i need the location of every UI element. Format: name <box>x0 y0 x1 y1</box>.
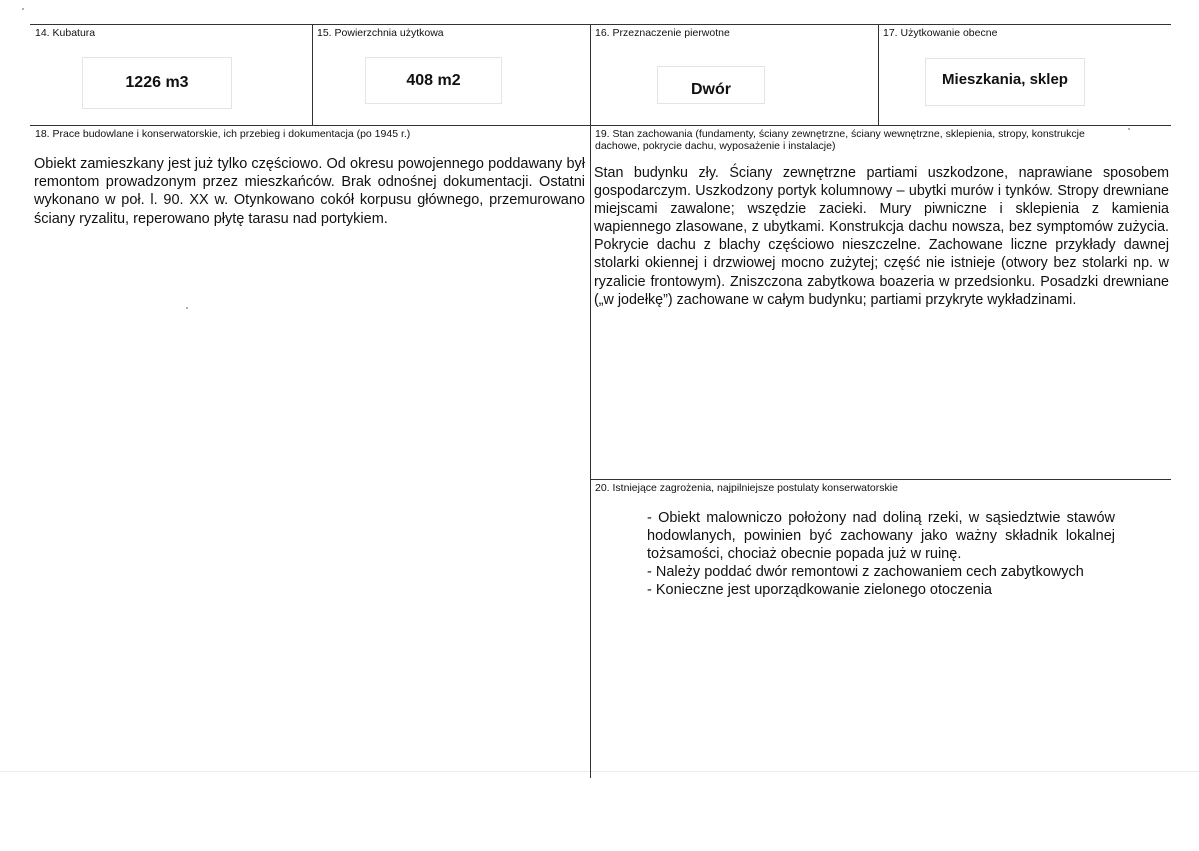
section20-top-border <box>590 479 1171 480</box>
field-17-label: 17. Użytkowanie obecne <box>883 27 998 39</box>
field-16-value: Dwór <box>657 66 765 104</box>
scan-speck <box>22 8 24 10</box>
section-20-label: 20. Istniejące zagrożenia, najpilniejsze postulaty konserwatorskie <box>595 482 898 494</box>
scan-fold-line <box>0 771 1199 772</box>
divider-16-17 <box>878 24 879 125</box>
field-14-value: 1226 m3 <box>82 57 232 109</box>
field-15-value: 408 m2 <box>365 57 502 104</box>
postulate-item: - Obiekt malowniczo położony nad doliną rzeki, w sąsiedztwie stawów hodowlanych, powinien być zachowany jako ważny składnik lokalnej tożsamości, chociaż obecnie popada już w ruinę. <box>647 510 1115 562</box>
section-18-label: 18. Prace budowlane i konserwatorskie, ich przebieg i dokumentacja (po 1945 r.) <box>35 128 411 140</box>
divider-14-15 <box>312 24 313 125</box>
section-18-text: Obiekt zamieszkany jest już tylko częściowo. Od okresu powojennego poddawany był remontom prowadzonym przez mieszkańców. Brak odnośnej dokumentacji. Ostatni wykonano w poł. l. 90. XX w. Otynkowano cokół korpusu głównego, przemurowano ściany ryzalitu, reperowano płytę tarasu nad portykiem. <box>34 156 585 227</box>
postulate-item: - Konieczne jest uporządkowanie zielonego otoczenia <box>647 582 992 598</box>
field-14-label: 14. Kubatura <box>35 27 96 39</box>
field-16-label: 16. Przeznaczenie pierwotne <box>595 27 730 39</box>
center-divider <box>590 24 591 778</box>
scan-speck <box>1128 128 1130 130</box>
row1-top-border <box>30 24 1171 25</box>
section-19-text: Stan budynku zły. Ściany zewnętrzne partiami uszkodzone, naprawiane sposobem gospodarczym. Uszkodzony portyk kolumnowy – ubytki murów i tynków. Stropy drewniane miejscami zawalone; wszędzie zacieki. Mury piwniczne i sklepienia z kamienia wapiennego zlasowane, z ubytkami. Konstrukcja dachu nowsza, bez symptomów zużycia. Pokrycie dachu z blachy częściowo nieszczelne. Zachowane liczne przykłady dawnej stolarki okiennej i drzwiowej mocno zużytej; część nie istnieje (otwory bez stolarki np. w ryzalicie frontowym). Zniszczona zabytkowa boazeria w przedsionku. Posadzki drewniane („w jodełkę”) zachowane w całym budynku; partiami przykryte wykładzinami. <box>594 165 1169 308</box>
field-17-value: Mieszkania, sklep <box>925 58 1085 106</box>
postulate-item: - Należy poddać dwór remontowi z zachowaniem cech zabytkowych <box>647 564 1084 580</box>
section-19-label: 19. Stan zachowania (fundamenty, ściany zewnętrzne, ściany wewnętrzne, sklepienia, stropy, konstrukcje dachowe, pokrycie dachu, wyposażenie i instalacje) <box>595 128 1085 152</box>
field-15-label: 15. Powierzchnia użytkowa <box>317 27 444 39</box>
section-20-postulates <box>647 509 1115 599</box>
scan-speck <box>186 307 188 309</box>
row1-bottom-border <box>30 125 1171 126</box>
